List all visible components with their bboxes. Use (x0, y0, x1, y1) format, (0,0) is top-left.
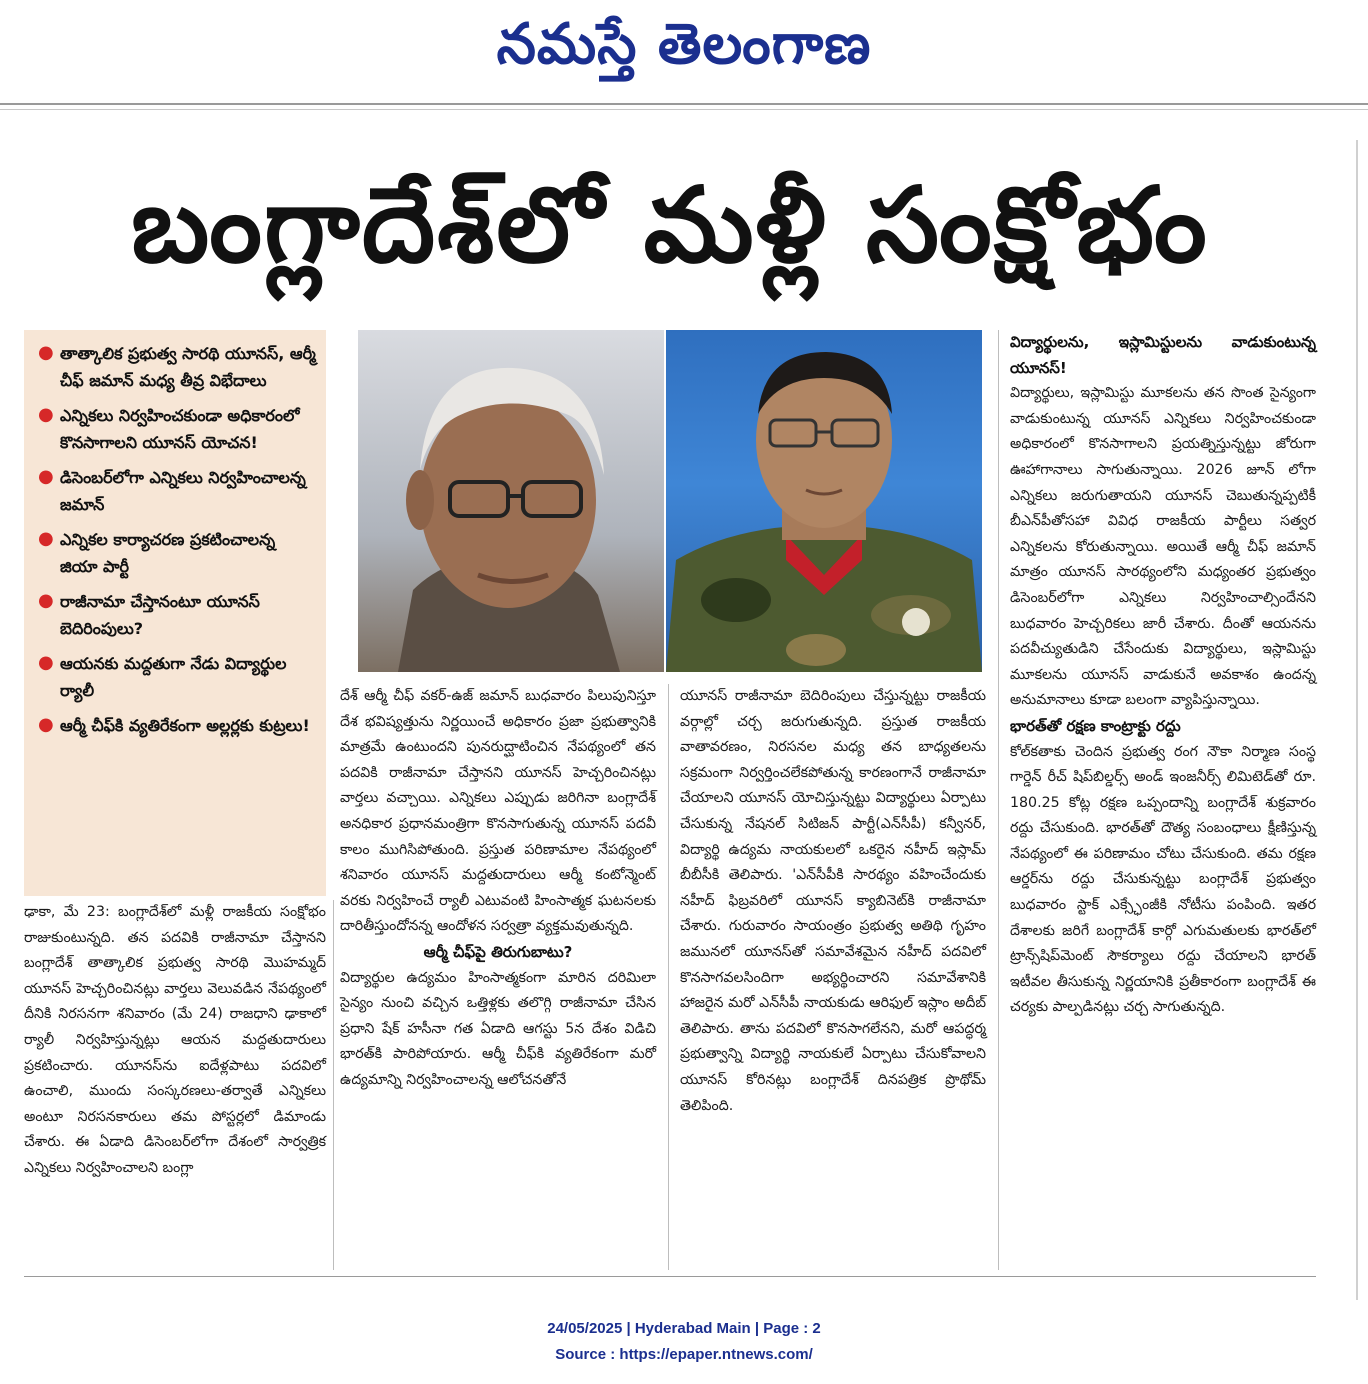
article-subheading: ఆర్మీ చీఫ్‌పై తిరుగుబాటు? (423, 942, 573, 961)
footer-source-link[interactable]: Source : https://epaper.ntnews.com/ (555, 1346, 813, 1363)
article-paragraph: కోల్‌కతాకు చెందిన ప్రభుత్వ రంగ నౌకా నిర్మాణ సంస్థ గార్డెన్ రీచ్ షిప్‌బిల్డర్స్ అండ్ ఇంజనీర్స్ లిమిటెడ్‌తో రూ. 180.25 కోట్ల రక్షణ ఒప్పందాన్ని బంగ్లాదేశ్ శుక్రవారం రద్దు చేసుకుంది. భారత్‌తో దౌత్య సంబంధాలు క్షీణిస్తున్న నేపథ్యంలో ఈ పరిణామం చోటు చేసుకుంది. తమ రక్షణ ఆర్డర్‌ను రద్దు చేసుకున్నట్టు బంగ్లాదేశ్ ప్రభుత్వం బుధవారం స్టాక్ ఎక్స్ఛేంజీకి నోటీసు పంపింది. ఇతర దేశాలకు జరిగే బంగ్లాదేశ్ కార్గో ఎగుమతులకు భారత్‌లో ట్రాన్స్‌షిప్‌మెంట్ సౌకర్యాలు రద్దు చేయాలని భారత్ ఇటీవల తీసుకున్న నిర్ణయానికి ప్రతీకారంగా బంగ్లాదేశ్ ఈ చర్యకు పాల్పడినట్లు చర్చ సాగుతున్నది. (1010, 743, 1316, 1016)
masthead-rule-thin (0, 109, 1368, 110)
photo-strip (358, 330, 982, 672)
masthead-rule (0, 103, 1368, 105)
army-chief-photo (666, 330, 982, 672)
highlight-item (38, 588, 318, 642)
highlight-text: తాత్కాలిక ప్రభుత్వ సారథి యూనస్, ఆర్మీ చీఫ్ జమాన్ మధ్య తీవ్ర విభేదాలు (60, 344, 316, 390)
newspaper-logo: నమస్తే తెలంగాణ (496, 11, 872, 77)
highlight-item (38, 402, 318, 456)
bullet-icon: ● (38, 404, 54, 425)
bullet-icon: ● (38, 652, 54, 673)
bullet-icon: ● (38, 528, 54, 549)
article-paragraph: దేశ్ ఆర్మీ చీఫ్ వకర్-ఉజ్ జమాన్ బుధవారం పిలుపునిస్తూ దేశ భవిష్యత్తును నిర్ణయించే అధికారం ప్రజా ప్రభుత్వానికి మాత్రమే ఉంటుందని పునరుద్ఘాటించిన నేపథ్యంలో తన పదవికి రాజీనామా చేస్తానని యూనస్ హెచ్చరించినట్లు వార్తలు వచ్చాయి. ఎన్నికలు ఎప్పుడు జరిగినా బంగ్లాదేశ్ అనధికార ప్రధానమంత్రిగా కొనసాగుతున్న యూనస్ పదవీ కాలం ముగిసిపోతుంది. ప్రస్తుత పరిణామాల నేపథ్యంలో శనివారం యూనస్ మద్దతుదారులు ఆర్మీ కంటోన్మెంట్ వరకు నిర్వహించే ర్యాలీ ఎటువంటి హింసాత్మక ఘటనలకు దారితీస్తుందోనన్న ఆందోళన సర్వత్రా వ్యక్తమవుతున్నది. (340, 688, 656, 935)
highlight-item (38, 340, 318, 394)
bullet-icon: ● (38, 714, 54, 735)
highlight-text: ఆయనకు మద్దతుగా నేడు విద్యార్థుల ర్యాలీ (60, 654, 287, 700)
yunus-photo (358, 330, 664, 672)
page-footer (0, 1316, 1368, 1368)
masthead (0, 0, 1368, 100)
article-subheading: విద్యార్థులను, ఇస్లామిస్టులను వాడుకుంటున్న యూనస్! (1010, 333, 1316, 377)
highlight-item (38, 712, 318, 739)
highlight-text: డిసెంబర్‌లోగా ఎన్నికలు నిర్వహించాలన్న జమాన్ (60, 468, 306, 514)
article-column-2 (340, 684, 656, 1094)
article-subheading: భారత్‌తో రక్షణ కాంట్రాక్టు రద్దు (1010, 716, 1181, 735)
article-paragraph: విద్యార్థుల ఉద్యమం హింసాత్మకంగా మారిన దరిమిలా సైన్యం నుంచి వచ్చిన ఒత్తిళ్లకు తలొగ్గి రాజీనామా చేసిన ప్రధాని షేక్ హసీనా గత ఏడాది ఆగస్టు 5న దేశం విడిచి భారత్‌కి పారిపోయారు. ఆర్మీ చీఫ్‌కి వ్యతిరేకంగా మరో ఉద్యమాన్ని నిర్వహించాలన్న ఆలోచనతోనే (340, 969, 656, 1088)
army-chief-portrait-illustration (666, 330, 982, 672)
column-divider (333, 900, 334, 1270)
article-paragraph: విద్యార్థులు, ఇస్లామిస్టు మూకలను తన సొంత సైన్యంగా వాడుకుంటున్న యూనస్ ఎన్నికలు నిర్వహించకుండా అధికారంలో కొనసాగాలని ప్రయత్నిస్తున్నట్టు జోరుగా ఊహాగానాలు సాగుతున్నాయి. 2026 జూన్ లోగా ఎన్నికలు జరుగుతాయని యూనస్ చెబుతున్నప్పటికీ బీఎన్‌పీతోసహా వివిధ రాజకీయ పార్టీలు సత్వర ఎన్నికలను కోరుతున్నాయి. అయితే ఆర్మీ చీఫ్ జమాన్ మాత్రం యూనస్ సారథ్యంలోని మధ్యంతర ప్రభుత్వం డిసెంబర్‌లోగా ఎన్నికలు నిర్వహించాల్సిందేనని బుధవారం హెచ్చరికలు జారీ చేశారు. దీంతో ఆయనను పదవీచ్యుతుడిని చేసేందుకు విద్యార్థులు, ఇస్లామిస్టు మూకలను యూనస్ వాడుకునే అవకాశం ఉందన్న అనుమానాలు కూడా బలంగా వ్యాపిస్తున్నాయి. (1010, 385, 1316, 709)
page-headline: బంగ్లాదేశ్‌లో మళ్లీ సంక్షోభం (131, 164, 1209, 286)
article-paragraph: యూనస్ రాజీనామా బెదిరింపులు చేస్తున్నట్టు రాజకీయ వర్గాల్లో చర్చ జరుగుతున్నది. ప్రస్తుత రాజకీయ వాతావరణం, నిరసనల మధ్య తన బాధ్యతలను సక్రమంగా నిర్వర్తించలేకపోతున్న కారణంగానే రాజీనామా చేయాలని యూనస్ యోచిస్తున్నట్టు విద్యార్థులు ఏర్పాటు చేసుకున్న నేషనల్ సిటిజన్ పార్టీ(ఎన్‌సీపీ) కన్వీనర్, విద్యార్థి ఉద్యమ నాయకులలో ఒకరైన నహీద్ ఇస్లామ్ బీబీసీకి తెలిపారు. 'ఎన్‌సీపీకి సారథ్యం వహించేందుకు నహీద్ ఫిబ్రవరిలో యూనస్ క్యాబినెట్‌కి రాజీనామా చేశారు. గురువారం సాయంత్రం ప్రభుత్వ అతిథి గృహం జమునలో యూనస్‌తో సమావేశమైన నహీద్ పదవిలో కొనసాగవలసిందిగా అభ్యర్థించారని సమావేశానికి హాజరైన మరో ఎన్‌సీపీ నాయకుడు ఆరిఫుల్ ఇస్లాం అదీబ్ తెలిపారు. తాను పదవిలో కొనసాగలేనని, మరో ఆపద్ధర్మ ప్రభుత్వాన్ని విద్యార్థి నాయకులే ఏర్పాటు చేసుకోవాలని యూనస్ కోరినట్లు బంగ్లాదేశ్ దినపత్రిక ప్రొథోమ్ తెలిపింది. (680, 688, 986, 1114)
article-column-1 (24, 900, 326, 1182)
article-paragraph: ఢాకా, మే 23: బంగ్లాదేశ్‌లో మళ్లీ రాజకీయ సంక్షోభం రాజుకుంటున్నది. తన పదవికి రాజీనామా చేస్తానని బంగ్లాదేశ్ తాత్కాలిక ప్రభుత్వ సారథి మొహమ్మద్ యూనస్ హెచ్చరించినట్లు వార్తలు వెలువడిన నేపథ్యంలో దీనికి నిరసనగా శనివారం (మే 24) రాజధాని ఢాకాలో ర్యాలీ నిర్వహిస్తున్నట్లు ఆయన మద్దతుదారులు ప్రకటించారు. యూనస్‌ను ఐదేళ్లపాటు పదవిలో ఉంచాలి, ముందు సంస్కరణలు-తర్వాతే ఎన్నికలు అంటూ నిరసనకారులు తమ పోస్టర్లలో డిమాండు చేశారు. ఈ ఏడాది డిసెంబర్‌లోగా దేశంలో సార్వత్రిక ఎన్నికలు నిర్వహించాలని బంగ్లా (24, 904, 326, 1176)
bullet-icon: ● (38, 590, 54, 611)
highlight-text: ఎన్నికలు నిర్వహించకుండా అధికారంలో కొనసాగాలని యూనస్ యోచన! (60, 406, 300, 452)
article-column-3 (680, 684, 986, 1119)
column-divider (998, 330, 999, 1270)
highlight-text: రాజీనామా చేస్తానంటూ యూనస్ బెదిరింపులు? (60, 592, 260, 638)
highlight-text: ఆర్మీ చీఫ్‌కి వ్యతిరేకంగా అల్లర్లకు కుట్రలు! (60, 716, 310, 735)
highlight-item (38, 464, 318, 518)
column-divider (668, 684, 669, 1270)
article-bottom-rule (24, 1276, 1316, 1277)
yunus-portrait-illustration (358, 330, 664, 672)
bullet-icon: ● (38, 342, 54, 363)
bullet-icon: ● (38, 466, 54, 487)
article-column-4 (1010, 330, 1316, 1021)
page-edge-line (1356, 140, 1358, 1300)
highlight-text: ఎన్నికల కార్యాచరణ ప్రకటించాలన్న జియా పార్టీ (60, 530, 276, 576)
highlight-item (38, 650, 318, 704)
footer-date-edition: 24/05/2025 | Hyderabad Main | Page : 2 (547, 1320, 821, 1337)
highlight-item (38, 526, 318, 580)
highlights-box (24, 330, 326, 896)
